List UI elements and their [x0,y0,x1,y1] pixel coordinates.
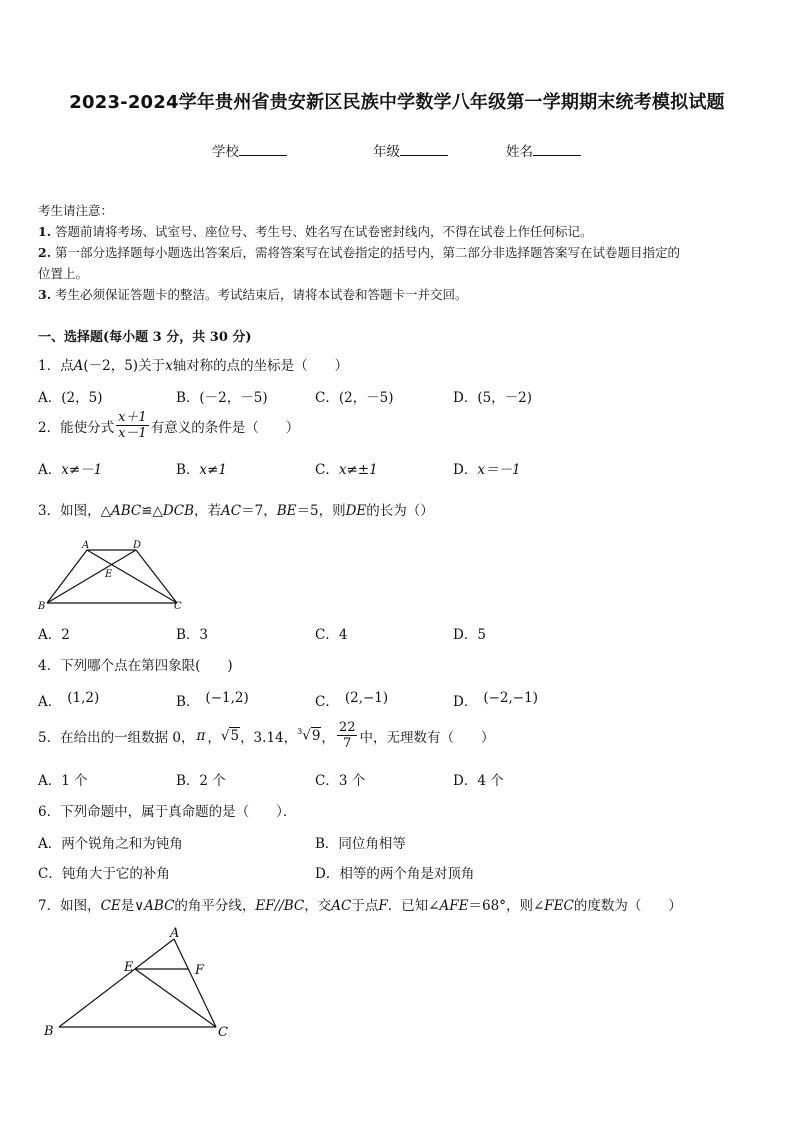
q5-option-b: B．2 个 [176,773,226,789]
q3-option-d: D．5 [453,627,486,643]
grade-label: 年级 [373,144,400,160]
q6-option-d: D．相等的两个角是对顶角 [315,866,475,882]
q3-segment-ba [47,550,87,603]
q3-option-a: A．2 [38,627,70,643]
q1-option-d: D．(5，－2) [453,390,533,406]
q7-segment-ac [174,939,216,1027]
q4-option-a: A． (1,2) [38,690,100,710]
q5-cbrt9: $^3$√9 [297,727,321,744]
q3-label-c: C [174,601,182,612]
q3-label-b: B [38,601,46,612]
name-label: 姓名 [506,144,533,160]
q5-option-d: D．4 个 [453,773,504,789]
q1-option-a: A．(2，5) [38,390,103,406]
q2-option-b: B．x≠1 [176,462,227,478]
question-5: 5．在给出的一组数据 0， π ， √5 ，3.14， $^3$√9 ， $\frac{22}{7}$ 中，无理数有（ ） [38,720,495,751]
q3-segment-bd [47,550,136,603]
q1-option-b: B．(－2，－5) [176,390,268,406]
q3-label-d: D [133,540,142,551]
q3-option-c: C．4 [315,627,348,643]
q4-option-d: D． (−2,−1) [453,690,538,710]
question-7: 7．如图，CE是∨ABC的角平分线，EF//BC，交AC于点F．已知∠AFE＝68°，则∠FEC的度数为（ ） [38,898,682,914]
question-1: 1．点A(－2，5)关于x轴对称的点的坐标是（ ） [38,358,349,374]
notice-item-1: 1. 答题前请将考场、试室号、座位号、考生号、姓名写在试卷密封线内，不得在试卷上作任何标记。 [38,224,593,239]
q2-fraction: $\frac{x+1}{x-1}$ [118,410,147,441]
q1-option-c: C．(2，－5) [315,390,394,406]
q5-option-c: C．3 个 [315,773,366,789]
grade-blank [400,143,448,156]
q3-label-e: E [105,569,113,580]
name-field [506,140,581,160]
q6-option-c: C．钝角大于它的补角 [38,866,170,882]
question-2: 2．能使分式 $\frac{x+1}{x-1}$ 有意义的条件是（ ） [38,410,300,441]
q3-figure [36,537,196,613]
q2-option-c: C．x≠±1 [315,462,378,478]
grade-field [373,140,448,160]
school-field [212,140,287,160]
q7-label-b: B [44,1024,54,1039]
q7-label-f: F [195,963,205,978]
question-6: 6．下列命题中，属于真命题的是（ ）． [38,804,297,820]
q4-option-b: B． (−1,2) [176,690,249,710]
q7-label-a: A [170,926,180,941]
q6-option-b: B．同位角相等 [315,836,406,852]
notice-item-3: 3. 考生必须保证答题卡的整洁。考试结束后，请将本试卷和答题卡一并交回。 [38,287,468,302]
school-blank [239,143,287,156]
q3-segment-dc [136,550,177,603]
question-3: 3．如图，△ABC≌△DCB，若AC＝7，BE＝5，则DE的长为（） [38,503,434,519]
q6-option-a: A．两个锐角之和为钝角 [38,836,183,852]
notice-heading: 考生请注意： [38,203,114,218]
q5-fraction: $\frac{22}{7}$ [338,720,356,751]
section-heading: 一、选择题(每小题 3 分，共 30 分) [38,330,252,345]
question-4: 4．下列哪个点在第四象限( ) [38,658,233,674]
q2-option-a: A．x≠－1 [38,462,103,478]
notice-item-2: 2. 第一部分选择题每小题选出答案后，需将答案写在试卷指定的括号内，第二部分非选择题答案写在试卷题目指定的 [38,245,681,260]
notice-item-2-cont: 位置上。 [38,266,89,281]
q3-label-a: A [82,540,90,551]
q7-label-c: C [218,1025,228,1040]
q5-sqrt5: √5 [220,727,240,744]
q7-segment-ba [59,939,174,1027]
q3-option-b: B．3 [176,627,209,643]
q2-option-d: D．x＝－1 [453,462,521,478]
school-label: 学校 [212,144,239,160]
q5-option-a: A．1 个 [38,773,88,789]
q4-option-c: C． (2,−1) [315,690,389,710]
q3-segment-ac [87,550,177,603]
name-blank [533,143,581,156]
q7-label-e: E [124,960,134,975]
q7-figure [40,922,240,1044]
page-title: 2023-2024学年贵州省贵安新区民族中学数学八年级第一学期期末统考模拟试题 [69,92,725,113]
